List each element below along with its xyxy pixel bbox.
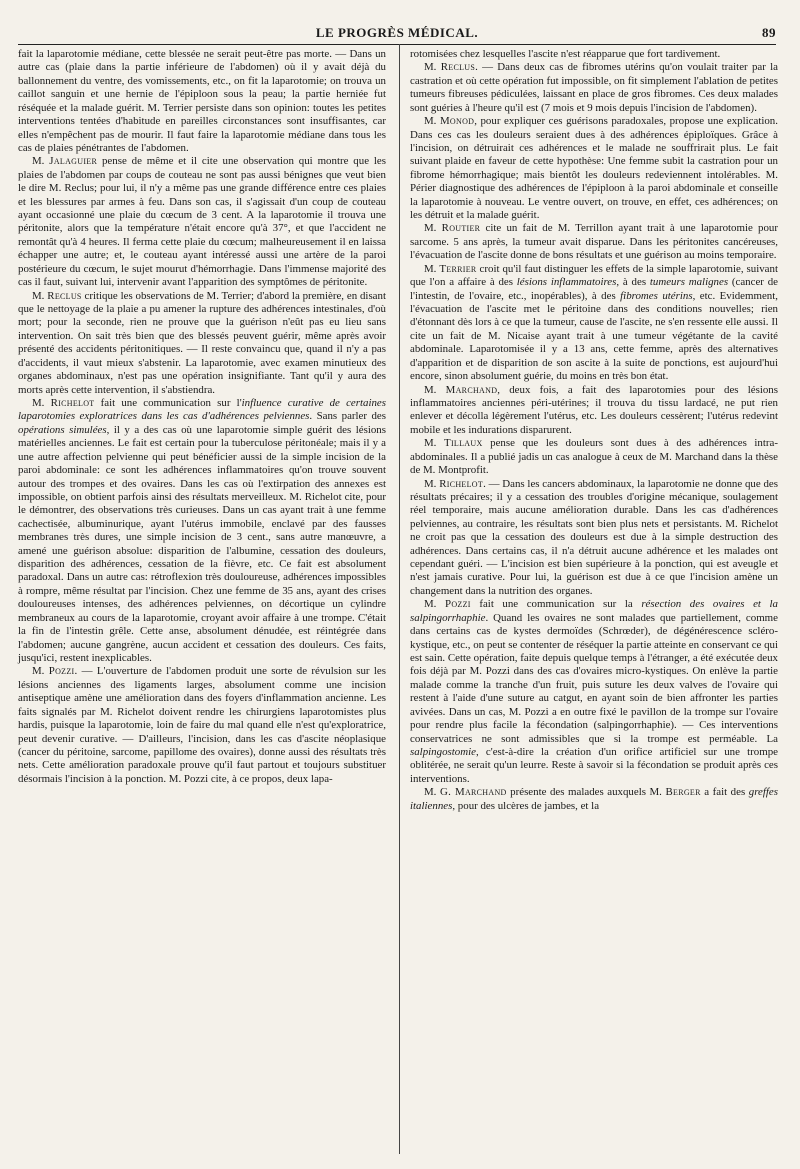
italic-text: salpingostomie bbox=[410, 745, 476, 758]
speaker-prefix: M. bbox=[424, 437, 444, 450]
speaker-name: Marchand bbox=[445, 383, 498, 396]
paragraph bbox=[410, 437, 778, 477]
paragraph bbox=[410, 478, 778, 599]
text-segment: Berger bbox=[665, 786, 701, 799]
text-segment: , à des bbox=[616, 276, 650, 289]
text-segment: cite un fait de M. Terrillon ayant trait à une laparotomie pour sarcome. 5 ans après, la tumeur avait disparue. Dans les péritonites cancéreuses, l'évacuation de l'ascite donne de bons résultats et une guérison au moins temporaire. bbox=[410, 222, 778, 262]
paragraph bbox=[410, 786, 778, 813]
italic-text: tumeurs malignes bbox=[649, 276, 729, 289]
right-column bbox=[410, 48, 778, 813]
speaker-name: Routier bbox=[441, 222, 481, 235]
text-segment: pense de même et il cite une observation qui montre que les plaies de l'abdomen par coups de couteau ne sont pas aussi bénignes que veut bien le dire M. Reclus; pour lui, il n'y a même pas une grande différence entre ces plaies et les blessures par armes à feu. Dans son cas, il s'agissait d'un coup de couteau ayant occasionné une plaie du cœcum de 3 cent. A la laparotomie il trouva une péritonite, alors que la température n'était encore qu'à 37°, et que l'accident ne remontât qu'à 4 heures. Il ferma cette plaie du cœcum; malheureusement il en laissa échapper une autre; et, le couteau ayant intéressé aussi une artère de la paroi postérieure du cœcum, le sujet mourut d'hémorrhagie. Dans l'immense majorité des cas il faut, suivant lui, intervenir avant l'apparition des symptômes de péritonite. bbox=[18, 155, 386, 289]
text-segment: . Sans parler des bbox=[309, 410, 386, 423]
speaker-name: Tillaux bbox=[444, 437, 483, 450]
left-column bbox=[18, 48, 386, 786]
speaker-name: Richelot bbox=[50, 396, 95, 409]
speaker-name: Reclus bbox=[440, 61, 476, 74]
speaker-name: Reclus bbox=[47, 289, 82, 302]
speaker-prefix: M. bbox=[424, 477, 440, 490]
speaker-prefix: M. bbox=[424, 383, 446, 396]
text-segment: fait la laparotomie médiane, cette blessée ne serait peut-être pas morte. — Dans un autre cas (plaie dans la partie inférieure de l'abdomen) où il y avait déjà du ballonnement du ventre, des vomissements, etc., on fit la laparotomie; on trouva un caillot sanguin et une hernie de l'épiploon sous la peau; la partie herniée fut réséquée et la malade guérit. M. Terrier persiste dans son opinion: toutes les petites interventions tentées d'habitude en pareilles circonstances sont insuffisantes, car elles n'empêchent pas de mourir. Il faut faire la laparotomie médiane dans tous les cas de plaies pénétrantes de l'abdomen. bbox=[18, 48, 386, 154]
speaker-prefix: M. bbox=[424, 786, 440, 799]
speaker-name: Pozzi bbox=[48, 665, 75, 678]
speaker-prefix: M. bbox=[32, 155, 50, 168]
italic-text: résection des ovaires et la salpingorrhaphie bbox=[410, 598, 778, 624]
paragraph bbox=[410, 222, 778, 262]
text-segment: fait une communication sur la bbox=[470, 598, 642, 611]
text-segment: rotomisées chez lesquelles l'ascite n'est réapparue que fort tardivement. bbox=[410, 48, 721, 60]
text-segment: croit qu'il faut distinguer les effets de la simple laparotomie, suivant que l'on a affaire à des bbox=[410, 262, 778, 289]
text-segment: , pour expliquer ces guérisons paradoxales, propose une explication. Dans ces cas les douleurs seraient dues à des adhérences épiploïques. Grâce à l'incision, on détruirait ces adhérences et le malade ne souffrirait plus. Le fait suivant plaide en faveur de cette hypothèse: Une femme subit la castration pour un fibrome hémorrhagique; mais bientôt les douleurs redeviennent intolérables. M. Périer diagnostique des adhérences de l'épiploon à la paroi abdominale et conseille la laparotomie à nouveau. Le ventre ouvert, on trouve, en effet, ces adhérences; on les détruit et la malade guérit. bbox=[410, 115, 778, 222]
paragraph bbox=[410, 115, 778, 222]
speaker-prefix: M. bbox=[424, 262, 440, 275]
text-segment: a fait des bbox=[700, 786, 749, 799]
speaker-name: Richelot bbox=[439, 477, 484, 490]
speaker-name: G. Marchand bbox=[439, 786, 507, 799]
text-segment: , deux fois, a fait des laparotomies pour des lésions inflammatoires anciennes péri-utérines; il trouva du tissu lardacé, ne put rien enlever et décolla légèrement l'utérus, etc. Les douleurs cessèrent; l'utérus redevint mobile et les indurations disparurent. bbox=[410, 383, 778, 436]
text-segment: pense que les douleurs sont dues à des adhérences intra-abdominales. Il a publié jadis un cas analogue à ceux de M. Marchand dans la thèse de M. Montprofit. bbox=[410, 437, 778, 477]
speaker-name: Monod bbox=[439, 115, 475, 128]
paragraph bbox=[18, 290, 386, 397]
italic-text: fibromes utérins bbox=[620, 289, 693, 302]
paragraph bbox=[18, 48, 386, 155]
speaker-prefix: M. bbox=[32, 289, 48, 302]
journal-page bbox=[18, 22, 779, 1154]
text-segment: critique les observations de M. Terrier; d'abord la première, en disant que le nettoyage de la plaie a pu amener la rupture des adhérences intestinales, d'où mort; pour la seconde, rien ne prouve que la guérison n'eût pas eu lieu sans intervention. On sait très bien que des blessés peuvent guérir, même après avoir présenté des accidents péritonitiques. — Il reste convaincu que, quand il n'y a pas d'accidents, il vaut mieux s'abstenir. La laparotomie, avec examen minutieux des organes abdominaux, n'est pas une opération insignifiante. Tant qu'il y aura des morts après cette intervention, il s'abstiendra. bbox=[18, 289, 386, 396]
paragraph bbox=[410, 263, 778, 384]
paragraph bbox=[410, 384, 778, 438]
speaker-prefix: M. bbox=[424, 115, 440, 128]
italic-text: lésions inflammatoires bbox=[516, 276, 617, 289]
text-segment: . — Dans les cancers abdominaux, la laparotomie ne donne que des résultats précaires; il y a cessation des troubles d'origine mécanique, soulagement réel temporaire, mais aucune amélioration durable. Dans les cas d'adhérences pelviennes, au contraire, les résultats sont bien plus nets et persistants. M. Richelot ne croit pas que la cessation des douleurs est due à la simple destruction des adhérences. Dans certains cas, il n'a détruit aucune adhérence et les malades ont cependant guéri. — L'incision est bien supérieure à la ponction, qui est aveugle et n'est jamais curative. Pour lui, la guérison est due à ce que l'incision amène un changement dans la nutrition des organes. bbox=[410, 477, 778, 597]
paragraph bbox=[410, 61, 778, 115]
italic-text: opérations simulées bbox=[18, 423, 107, 436]
speaker-prefix: M. bbox=[32, 396, 51, 409]
text-segment: fait une communication sur l' bbox=[94, 396, 242, 409]
italic-text: greffes italiennes bbox=[410, 786, 778, 812]
text-segment: présente des malades auxquels M. bbox=[506, 786, 666, 799]
italic-text: influence curative de certaines laparotomies exploratrices dans les cas d'adhérences pelviennes bbox=[18, 396, 386, 423]
speaker-prefix: M. bbox=[32, 665, 49, 678]
speaker-prefix: M. bbox=[424, 222, 442, 235]
paragraph bbox=[410, 48, 778, 61]
page-number: 89 bbox=[762, 25, 776, 40]
speaker-name: Pozzi bbox=[444, 598, 471, 611]
paragraph bbox=[410, 598, 778, 786]
speaker-name: Terrier bbox=[439, 262, 477, 275]
text-segment: , il y a des cas où une laparotomie simple guérit des lésions matérielles anciennes. Le fait est certain pour la tuberculose péritonéale; mais il y a une autre affection pelvienne qui peut bénéficier aussi de la simple incision de la paroi abdominale: ce sont les adhérences inflammatoires qu'on trouve souvent autour des trompes et des ovaires. Dans les cas où l'extirpation des annexes est impossible, on obtient parfois ainsi des résultats merveilleux. M. Richelot cite, pour le démontrer, des observations très curieuses. Dans un cas ayant trait à une femme cachectisée, albuminurique, ayant l'utérus immobile, enclavé par des fausses membranes très dures, une simple incision de 3 cent., sans autre manœuvre, a amené une guérison absolue: disparition de l'albumine, cessation des douleurs, disparition des adhérences, cessation de la fièvre, etc. Ce fait est absolument paradoxal. Dans un autre cas: rétroflexion très douloureuse, adhérences impossibles à rompre, même résultat par l'incision. Chez une femme de 35 ans, ayant des crises douloureuses intenses, des adhérences pelviennes, on décortique un cylindre membraneux au cours de la laparotomie, croyant avoir affaire à une trompe. C'était la fin de l'intestin grêle. Cette anse, absolument dénudée, est réintégrée dans l'abdomen; aucune gangrène, aucun accident et cessation des douleurs. Ces faits, jusqu'ici, restent inexplicables. bbox=[18, 423, 386, 664]
text-segment: . — Dans deux cas de fibromes utérins qu'on voulait traiter par la castration et où cette opération fut impossible, on fit simplement l'ablation de petites tumeurs fibreuses pédiculées, laissant en place de gros fibromes. Ces deux malades sont guéries à l'heure qu'il est (7 mois et 9 mois depuis l'incision de l'abdomen). bbox=[410, 61, 778, 114]
column-divider bbox=[399, 44, 400, 1154]
speaker-prefix: M. bbox=[424, 61, 441, 74]
journal-title: LE PROGRÈS MÉDICAL. bbox=[315, 25, 479, 40]
page-header bbox=[18, 22, 776, 45]
text-segment: , c'est-à-dire la création d'un orifice artificiel sur une trompe oblitérée, ne serait qu'un leurre. Reste à savoir si la fécondation se produit après ces interventions. bbox=[410, 745, 778, 785]
text-segment: . Quand les ovaires ne sont malades que partiellement, comme dans certains cas de kystes dermoïdes (Schrœder), de dégénérescence scléro-kystique, etc., on peut se contenter de réséquer la partie atteinte en conservant ce qui est sain. Cette opération, faite depuis quelque temps à l'étranger, a été exécutée deux fois déjà par M. Pozzi dans des cas d'ovaires micro-kystiques. On enlève la partie malade comme la tranche d'un fruit, puis suture les deux valves de l'ovaire qui restent à l'aide d'une suture au catgut, en ayant soin de bien affronter les parties avivées. Dans un cas, M. Pozzi a en outre fixé le pavillon de la trompe sur l'ovaire pour rendre plus facile la fécondation (salpingorrhaphie). — Ces interventions conservatrices ne sont admissibles que si la trompe est perméable. La bbox=[410, 611, 779, 745]
paragraph bbox=[18, 665, 386, 786]
speaker-prefix: M. bbox=[424, 598, 445, 611]
text-segment: . — L'ouverture de l'abdomen produit une sorte de révulsion sur les lésions anciennes des ligaments larges, absolument comme une incision antiseptique amène une amélioration dans des foyers d'inflammation ancienne. Les faits signalés par M. Richelot doivent rendre les chirurgiens laparotomistes plus hardis, puisque la laparotomie, loin de faire du mal quand elle n'est qu'exploratrice, peut devenir curative. — D'ailleurs, l'incision, dans les cas d'ascite néoplasique (cancer du péritoine, sarcome, papillome des ovaires), donne aussi des résultats très nets. Cette amélioration paradoxale prouve qu'il faut partout et toujours substituer désormais l'incision à la ponction. M. Pozzi cite, à ce propos, deux lapa- bbox=[18, 665, 386, 785]
speaker-name: Jalaguier bbox=[49, 155, 98, 168]
text-segment: , etc. Evidemment, l'évacuation de l'ascite met le péritoine dans des conditions nouvelles; rien d'étonnant dès lors à ce que la tumeur, cause de l'ascite, ne s'en ressente elle aussi. Il cite un fait de M. Nicaise ayant trait à une tumeur végétante de la cavité abdominale. Laparotomisée il y a 13 ans, cette femme, après des alternatives d'apparition et de disparition de son ascite à la suite de ponctions, est aujourd'hui encore, sinon absolument guérie, du moins en très bon état. bbox=[410, 289, 778, 383]
text-segment: (cancer de l'intestin, de l'ovaire, etc., inopérables), à des bbox=[410, 276, 778, 302]
paragraph bbox=[18, 397, 386, 665]
paragraph bbox=[18, 155, 386, 289]
text-segment: , pour des ulcères de jambes, et la bbox=[452, 799, 600, 812]
